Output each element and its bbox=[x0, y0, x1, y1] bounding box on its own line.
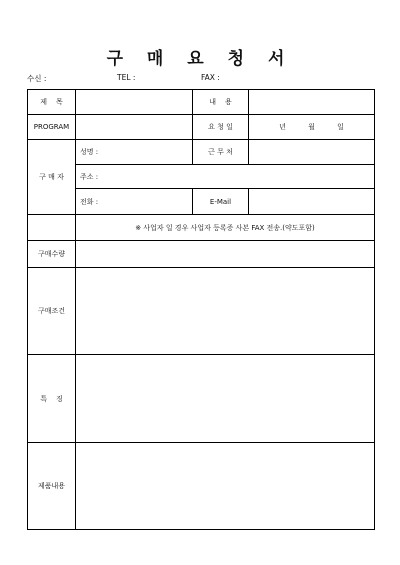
email-label: E-Mail bbox=[193, 189, 249, 215]
features-field[interactable] bbox=[76, 355, 375, 443]
subject-field[interactable] bbox=[76, 90, 193, 115]
business-note: ※ 사업자 일 경우 사업자 등록증 사본 FAX 전송.(약도포함) bbox=[76, 215, 375, 241]
request-date-label: 요 청 일 bbox=[193, 115, 249, 140]
buyer-label: 구 매 자 bbox=[28, 140, 76, 215]
content-label: 내 용 bbox=[193, 90, 249, 115]
features-label: 특 징 bbox=[28, 355, 76, 443]
purchase-request-form bbox=[27, 89, 375, 530]
request-date-field[interactable] bbox=[249, 115, 375, 140]
tel-label: TEL : bbox=[117, 73, 136, 82]
name-label: 성명 : bbox=[80, 148, 99, 156]
form-title: 구 매 요 청 서 bbox=[106, 49, 294, 69]
subject-label: 제 목 bbox=[28, 90, 76, 115]
address-field[interactable] bbox=[76, 165, 375, 189]
year-label: 년 bbox=[279, 123, 286, 131]
conditions-field[interactable] bbox=[76, 268, 375, 355]
name-field[interactable] bbox=[76, 140, 193, 165]
day-label: 일 bbox=[337, 123, 344, 131]
address-label: 주소 : bbox=[80, 172, 99, 181]
program-label: PROGRAM bbox=[28, 115, 76, 140]
quantity-field[interactable] bbox=[76, 241, 375, 268]
quantity-label: 구매수량 bbox=[28, 241, 76, 268]
fax-label: FAX : bbox=[201, 73, 220, 82]
email-field[interactable] bbox=[249, 189, 375, 215]
workplace-field[interactable] bbox=[249, 140, 375, 165]
phone-label: 전화 : bbox=[80, 197, 99, 206]
note-spacer bbox=[28, 215, 76, 241]
workplace-label: 근 무 처 bbox=[193, 140, 249, 165]
product-field[interactable] bbox=[76, 443, 375, 530]
header-line bbox=[27, 73, 382, 85]
conditions-label: 구매조건 bbox=[28, 268, 76, 355]
phone-field[interactable] bbox=[76, 189, 193, 215]
recipient-label: 수신 : bbox=[27, 74, 47, 83]
month-label: 월 bbox=[308, 123, 315, 131]
program-field[interactable] bbox=[76, 115, 193, 140]
content-field[interactable] bbox=[249, 90, 375, 115]
product-label: 제품내용 bbox=[28, 443, 76, 530]
